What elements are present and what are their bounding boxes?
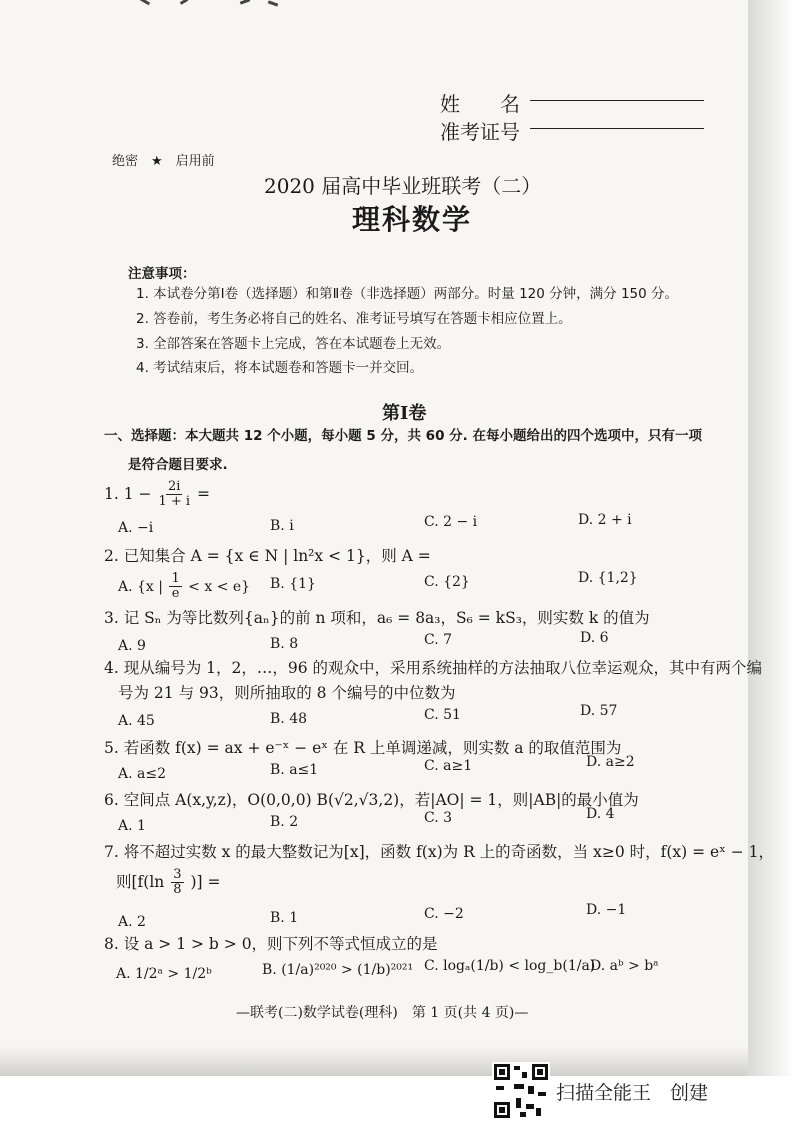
notes-heading: 注意事项：: [128, 266, 196, 282]
note-item: 2. 答卷前，考生务必将自己的姓名、准考证号填写在答题卡相应位置上。: [136, 311, 572, 327]
note-item: 1. 本试卷分第Ⅰ卷（选择题）和第Ⅱ卷（非选择题）两部分。时量 120 分钟，满分 150 分。: [136, 286, 678, 302]
option-d: D. 2 + i: [578, 512, 632, 528]
fraction-numerator: 2i: [168, 479, 181, 494]
section-intro: 一、选择题：本大题共 12 个小题，每小题 5 分，共 60 分. 在每小题给出的四个选项中，只有一项: [104, 428, 702, 444]
option-b: B. 48: [270, 711, 308, 727]
scanner-watermark: 扫描全能王 创建: [556, 1082, 709, 1104]
option-c: C. {2}: [424, 574, 470, 590]
option-d: D. a≥2: [586, 754, 635, 770]
option-c: C. 3: [424, 810, 453, 826]
section-intro: 是符合题目要求.: [128, 457, 228, 473]
fraction-numerator: 3: [173, 867, 182, 882]
option-d: D. {1,2}: [578, 570, 638, 586]
option-a: A. 9: [118, 638, 146, 654]
option-b: B. 1: [270, 910, 299, 926]
question-1-equals: =: [196, 484, 210, 503]
question-7: 7. 将不超过实数 x 的最大整数记为[x]，函数 f(x)为 R 上的奇函数，当 x≥0 时，f(x) = eˣ − 1，: [104, 843, 774, 861]
exam-id-label: 准考证号: [440, 120, 520, 144]
option-b: B. (1/a)²⁰²⁰ > (1/b)²⁰²¹: [262, 962, 414, 978]
question-1-text: 1. 1 −: [104, 484, 152, 503]
option-b: B. 2: [270, 814, 299, 830]
option-b: B. i: [270, 518, 294, 534]
option-a-label: A.: [116, 966, 131, 982]
option-a-text: 1/2ᵃ > 1/2ᵇ: [135, 966, 212, 982]
question-5: 5. 若函数 f(x) = ax + e⁻ˣ − eˣ 在 R 上单调递减，则实数 a 的取值范围为: [104, 739, 622, 757]
option-c: C. −2: [424, 906, 464, 922]
option-a: A. −i: [118, 520, 154, 536]
option-d: D. 6: [580, 630, 609, 646]
option-a: A. a≤2: [118, 766, 166, 782]
question-4: 4. 现从编号为 1，2，…，96 的观众中，采用系统抽样的方法抽取八位幸运观众，其中有两个编: [104, 659, 763, 677]
name-field[interactable]: [530, 100, 704, 101]
question-7-cont: [116, 868, 220, 898]
question-1: [104, 480, 210, 510]
note-item: 3. 全部答案在答题卡上完成，答在本试题卷上无效。: [136, 336, 451, 352]
fraction-denominator: 8: [173, 882, 182, 898]
option-c: C. 2 − i: [424, 514, 478, 530]
option-d: D. 4: [586, 806, 615, 822]
option-b: B. 8: [270, 636, 299, 652]
scan-bottom-edge: [0, 1046, 748, 1076]
option-a-text: A. {x |: [118, 578, 163, 595]
qr-code-icon: [492, 1062, 550, 1120]
note-item: 4. 考试结束后，将本试题卷和答题卡一并交回。: [136, 360, 424, 376]
fraction: [169, 572, 181, 602]
question-4-cont: 号为 21 与 93，则所抽取的 8 个编号的中位数为: [118, 684, 456, 702]
option-c: C. 51: [424, 707, 461, 723]
option-a: [116, 966, 212, 982]
question-7-text: 则[f(ln: [116, 872, 165, 891]
fraction-denominator: 1 + i: [158, 494, 191, 510]
option-a: [118, 572, 250, 602]
scan-edge-shadow: [748, 0, 794, 1076]
name-label: 姓 名: [440, 92, 520, 116]
question-2: 2. 已知集合 A = {x ∈ N | ln²x < 1}，则 A =: [104, 547, 431, 565]
option-b: B. {1}: [270, 576, 316, 592]
option-d: D. 57: [580, 703, 618, 719]
question-7-tail: )] =: [190, 872, 221, 891]
fraction: [158, 480, 190, 510]
question-8: 8. 设 a > 1 > b > 0，则下列不等式恒成立的是: [104, 935, 438, 953]
subject-title: 理科数学: [352, 203, 473, 236]
option-a: A. 2: [118, 914, 146, 930]
fraction-denominator: e: [171, 586, 180, 602]
page-footer: —联考(二)数学试卷(理科) 第 1 页(共 4 页)—: [236, 1005, 529, 1021]
option-a: A. 1: [118, 818, 146, 834]
confidential-mark: 绝密 ★ 启用前: [112, 154, 215, 169]
fraction-numerator: 1: [171, 571, 180, 586]
fraction: [171, 868, 183, 898]
option-b: B. a≤1: [270, 762, 319, 778]
question-6: 6. 空间点 A(x,y,z)，O(0,0,0) B(√2,√3,2)，若|AO| = 1，则|AB|的最小值为: [104, 791, 639, 809]
option-a: A. 45: [118, 713, 155, 729]
option-a-tail: < x < e}: [188, 578, 251, 595]
exam-id-field[interactable]: [530, 128, 704, 129]
option-c: C. a≥1: [424, 758, 473, 774]
question-3: 3. 记 Sₙ 为等比数列{aₙ}的前 n 项和，a₆ = 8a₃，S₆ = kS₃，则实数 k 的值为: [104, 609, 650, 627]
option-c: C. logₐ(1/b) < log_b(1/a): [424, 958, 596, 974]
section-title: 第Ⅰ卷: [382, 403, 427, 424]
exam-title: 2020 届高中毕业班联考（二）: [264, 174, 542, 198]
option-c: C. 7: [424, 632, 453, 648]
option-d: D. −1: [586, 902, 627, 918]
option-d: D. aᵇ > bᵃ: [590, 958, 659, 974]
